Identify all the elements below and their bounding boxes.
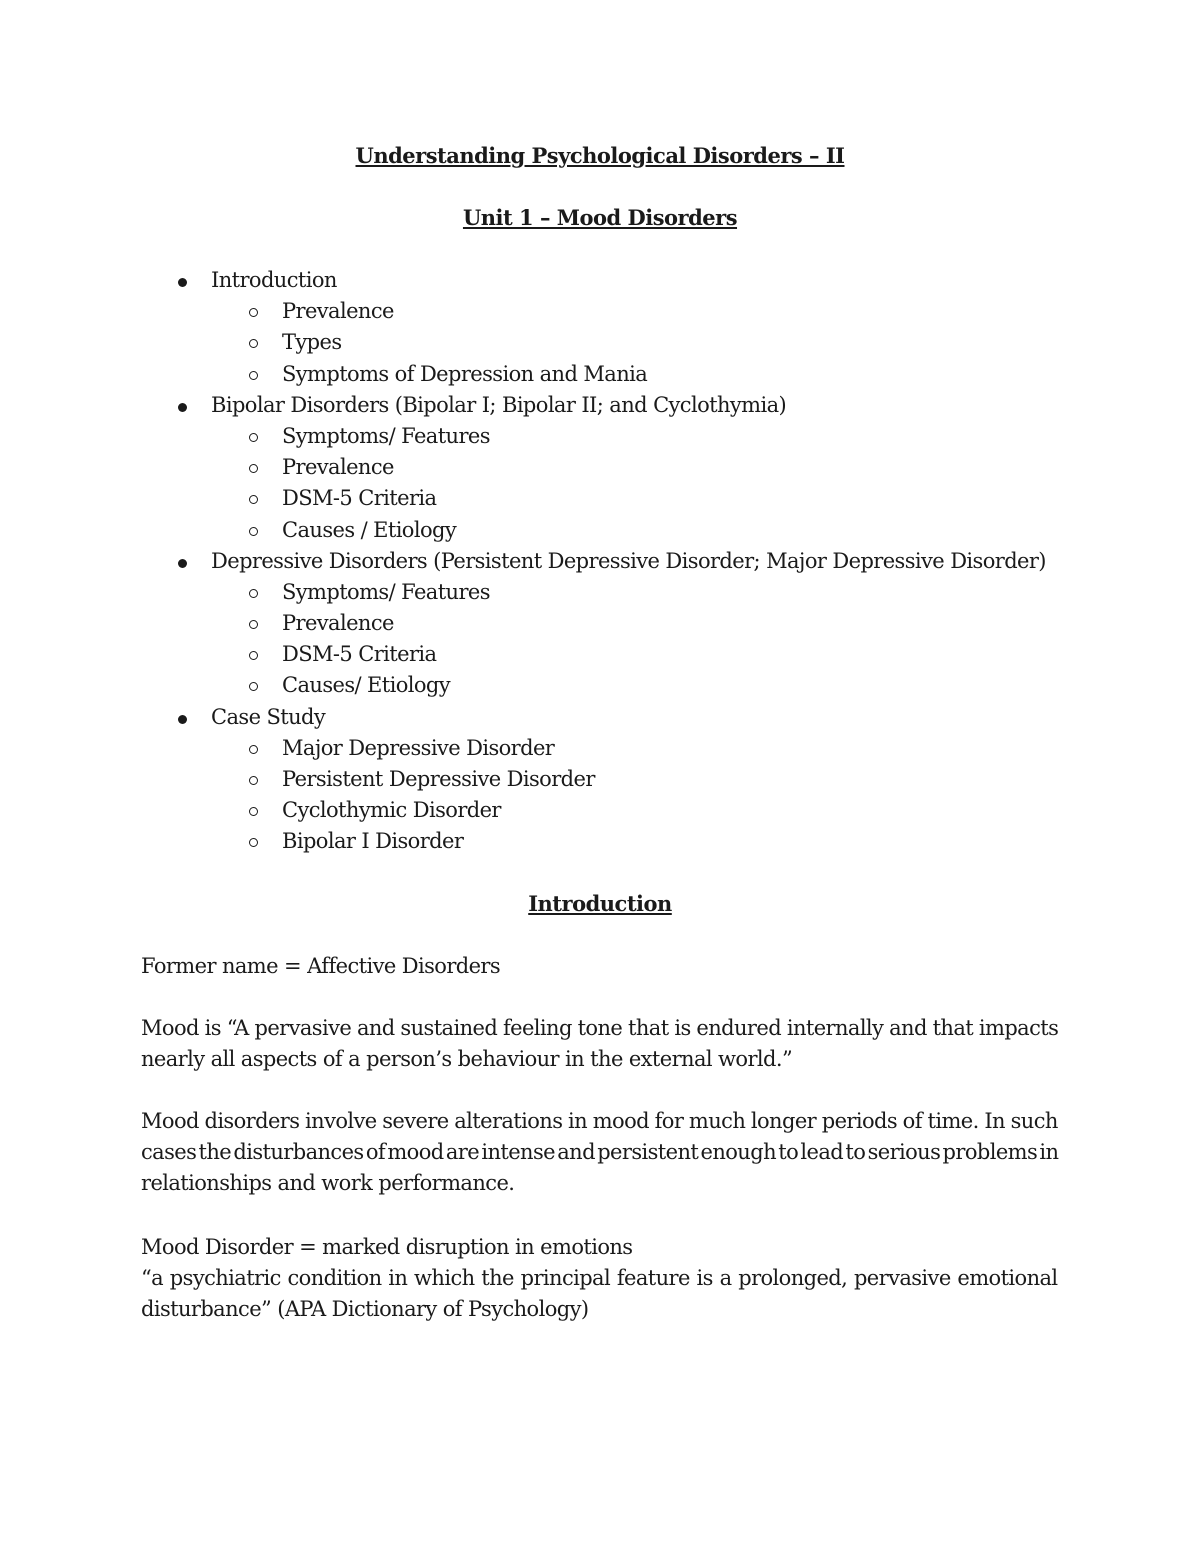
outline-subitem-label: Persistent Depressive Disorder xyxy=(282,767,595,791)
circle-bullet-icon xyxy=(249,682,258,691)
outline-subitem xyxy=(0,483,1200,514)
outline-subitem-label: Prevalence xyxy=(282,299,394,324)
outline-subitem xyxy=(0,639,1200,670)
mood-definition-paragraph xyxy=(141,1013,1058,1075)
outline-subitem xyxy=(0,608,1200,639)
paragraph-line: disturbance” (APA Dictionary of Psychology) xyxy=(141,1297,589,1322)
circle-bullet-icon xyxy=(249,433,258,442)
outline-subitem-label: Causes / Etiology xyxy=(282,517,457,542)
document-title: Understanding Psychological Disorders – II xyxy=(355,143,845,168)
bullet-icon xyxy=(178,559,187,568)
outline-subitem xyxy=(0,795,1200,826)
outline-subitem-label: Symptoms of Depression and Mania xyxy=(282,361,648,386)
circle-bullet-icon xyxy=(249,371,258,380)
outline-sublist xyxy=(0,577,1200,702)
bullet-icon xyxy=(178,278,187,287)
paragraph-line: Mood is “A pervasive and sustained feeling tone that is endured internally and that impacts xyxy=(141,1016,1059,1040)
outline-subitem xyxy=(0,359,1200,390)
paragraph-line: Mood Disorder = marked disruption in emotions xyxy=(141,1235,633,1259)
unit-title: Unit 1 – Mood Disorders xyxy=(462,205,738,230)
outline-subitem xyxy=(0,296,1200,327)
outline-item-label: Introduction xyxy=(211,268,337,292)
outline-subitem-label: DSM-5 Criteria xyxy=(282,486,437,511)
outline-sublist xyxy=(0,421,1200,546)
mood-disorders-paragraph xyxy=(141,1106,1058,1200)
outline-item-label: Depressive Disorders (Persistent Depressive Disorder; Major Depressive Disorder) xyxy=(211,548,1046,573)
paragraph-line: cases the disturbances of mood are intense and persistent enough to lead to serious problems in xyxy=(141,1140,1059,1165)
outline-subitem-label: Causes/ Etiology xyxy=(282,673,451,698)
bullet-icon xyxy=(178,715,187,724)
outline-subitem xyxy=(0,826,1200,857)
outline-subitem-label: Prevalence xyxy=(282,611,394,636)
outline-subitem-label: Major Depressive Disorder xyxy=(282,735,555,760)
outline-item-label: Case Study xyxy=(211,704,326,729)
outline-subitem xyxy=(0,577,1200,608)
outline-subitem-label: Cyclothymic Disorder xyxy=(282,798,501,823)
outline-subitem xyxy=(0,764,1200,795)
outline-item-case-study xyxy=(0,702,1200,858)
outline-subitem-label: Prevalence xyxy=(282,455,394,480)
outline-subitem xyxy=(0,515,1200,546)
circle-bullet-icon xyxy=(249,464,258,473)
outline-subitem-label: Bipolar I Disorder xyxy=(282,829,464,854)
outline-subitem-label: DSM-5 Criteria xyxy=(282,642,437,667)
outline-item-depressive-disorders xyxy=(0,546,1200,702)
outline-subitem xyxy=(0,327,1200,358)
paragraph-line: relationships and work performance. xyxy=(141,1171,515,1196)
mood-disorder-definition-paragraph xyxy=(141,1232,1058,1326)
circle-bullet-icon xyxy=(249,838,258,847)
paragraph-line: Former name = Affective Disorders xyxy=(141,954,501,978)
outline-item-label: Bipolar Disorders (Bipolar I; Bipolar II; and Cyclothymia) xyxy=(211,392,787,417)
outline-subitem-label: Symptoms/ Features xyxy=(282,579,490,604)
outline-item-introduction xyxy=(0,265,1200,390)
bullet-icon xyxy=(178,403,187,412)
circle-bullet-icon xyxy=(249,776,258,785)
course-outline xyxy=(0,265,1200,858)
outline-subitem xyxy=(0,421,1200,452)
introduction-heading: Introduction xyxy=(528,891,672,916)
paragraph-line: “a psychiatric condition in which the principal feature is a prolonged, pervasive emotional xyxy=(141,1266,1058,1291)
circle-bullet-icon xyxy=(249,807,258,816)
paragraph-line: nearly all aspects of a person’s behaviour in the external world.” xyxy=(141,1047,793,1072)
circle-bullet-icon xyxy=(249,339,258,348)
outline-subitem-label: Types xyxy=(282,330,342,355)
outline-item-bipolar-disorders xyxy=(0,390,1200,546)
circle-bullet-icon xyxy=(249,495,258,504)
paragraph-line: Mood disorders involve severe alterations in mood for much longer periods of time. In such xyxy=(141,1109,1058,1133)
outline-subitem-label: Symptoms/ Features xyxy=(282,423,490,448)
circle-bullet-icon xyxy=(249,651,258,660)
outline-subitem xyxy=(0,670,1200,701)
circle-bullet-icon xyxy=(249,308,258,317)
outline-subitem xyxy=(0,452,1200,483)
outline-sublist xyxy=(0,296,1200,390)
circle-bullet-icon xyxy=(249,620,258,629)
circle-bullet-icon xyxy=(249,589,258,598)
outline-subitem xyxy=(0,733,1200,764)
former-name-paragraph xyxy=(141,951,1058,982)
outline-sublist xyxy=(0,733,1200,858)
circle-bullet-icon xyxy=(249,745,258,754)
circle-bullet-icon xyxy=(249,527,258,536)
